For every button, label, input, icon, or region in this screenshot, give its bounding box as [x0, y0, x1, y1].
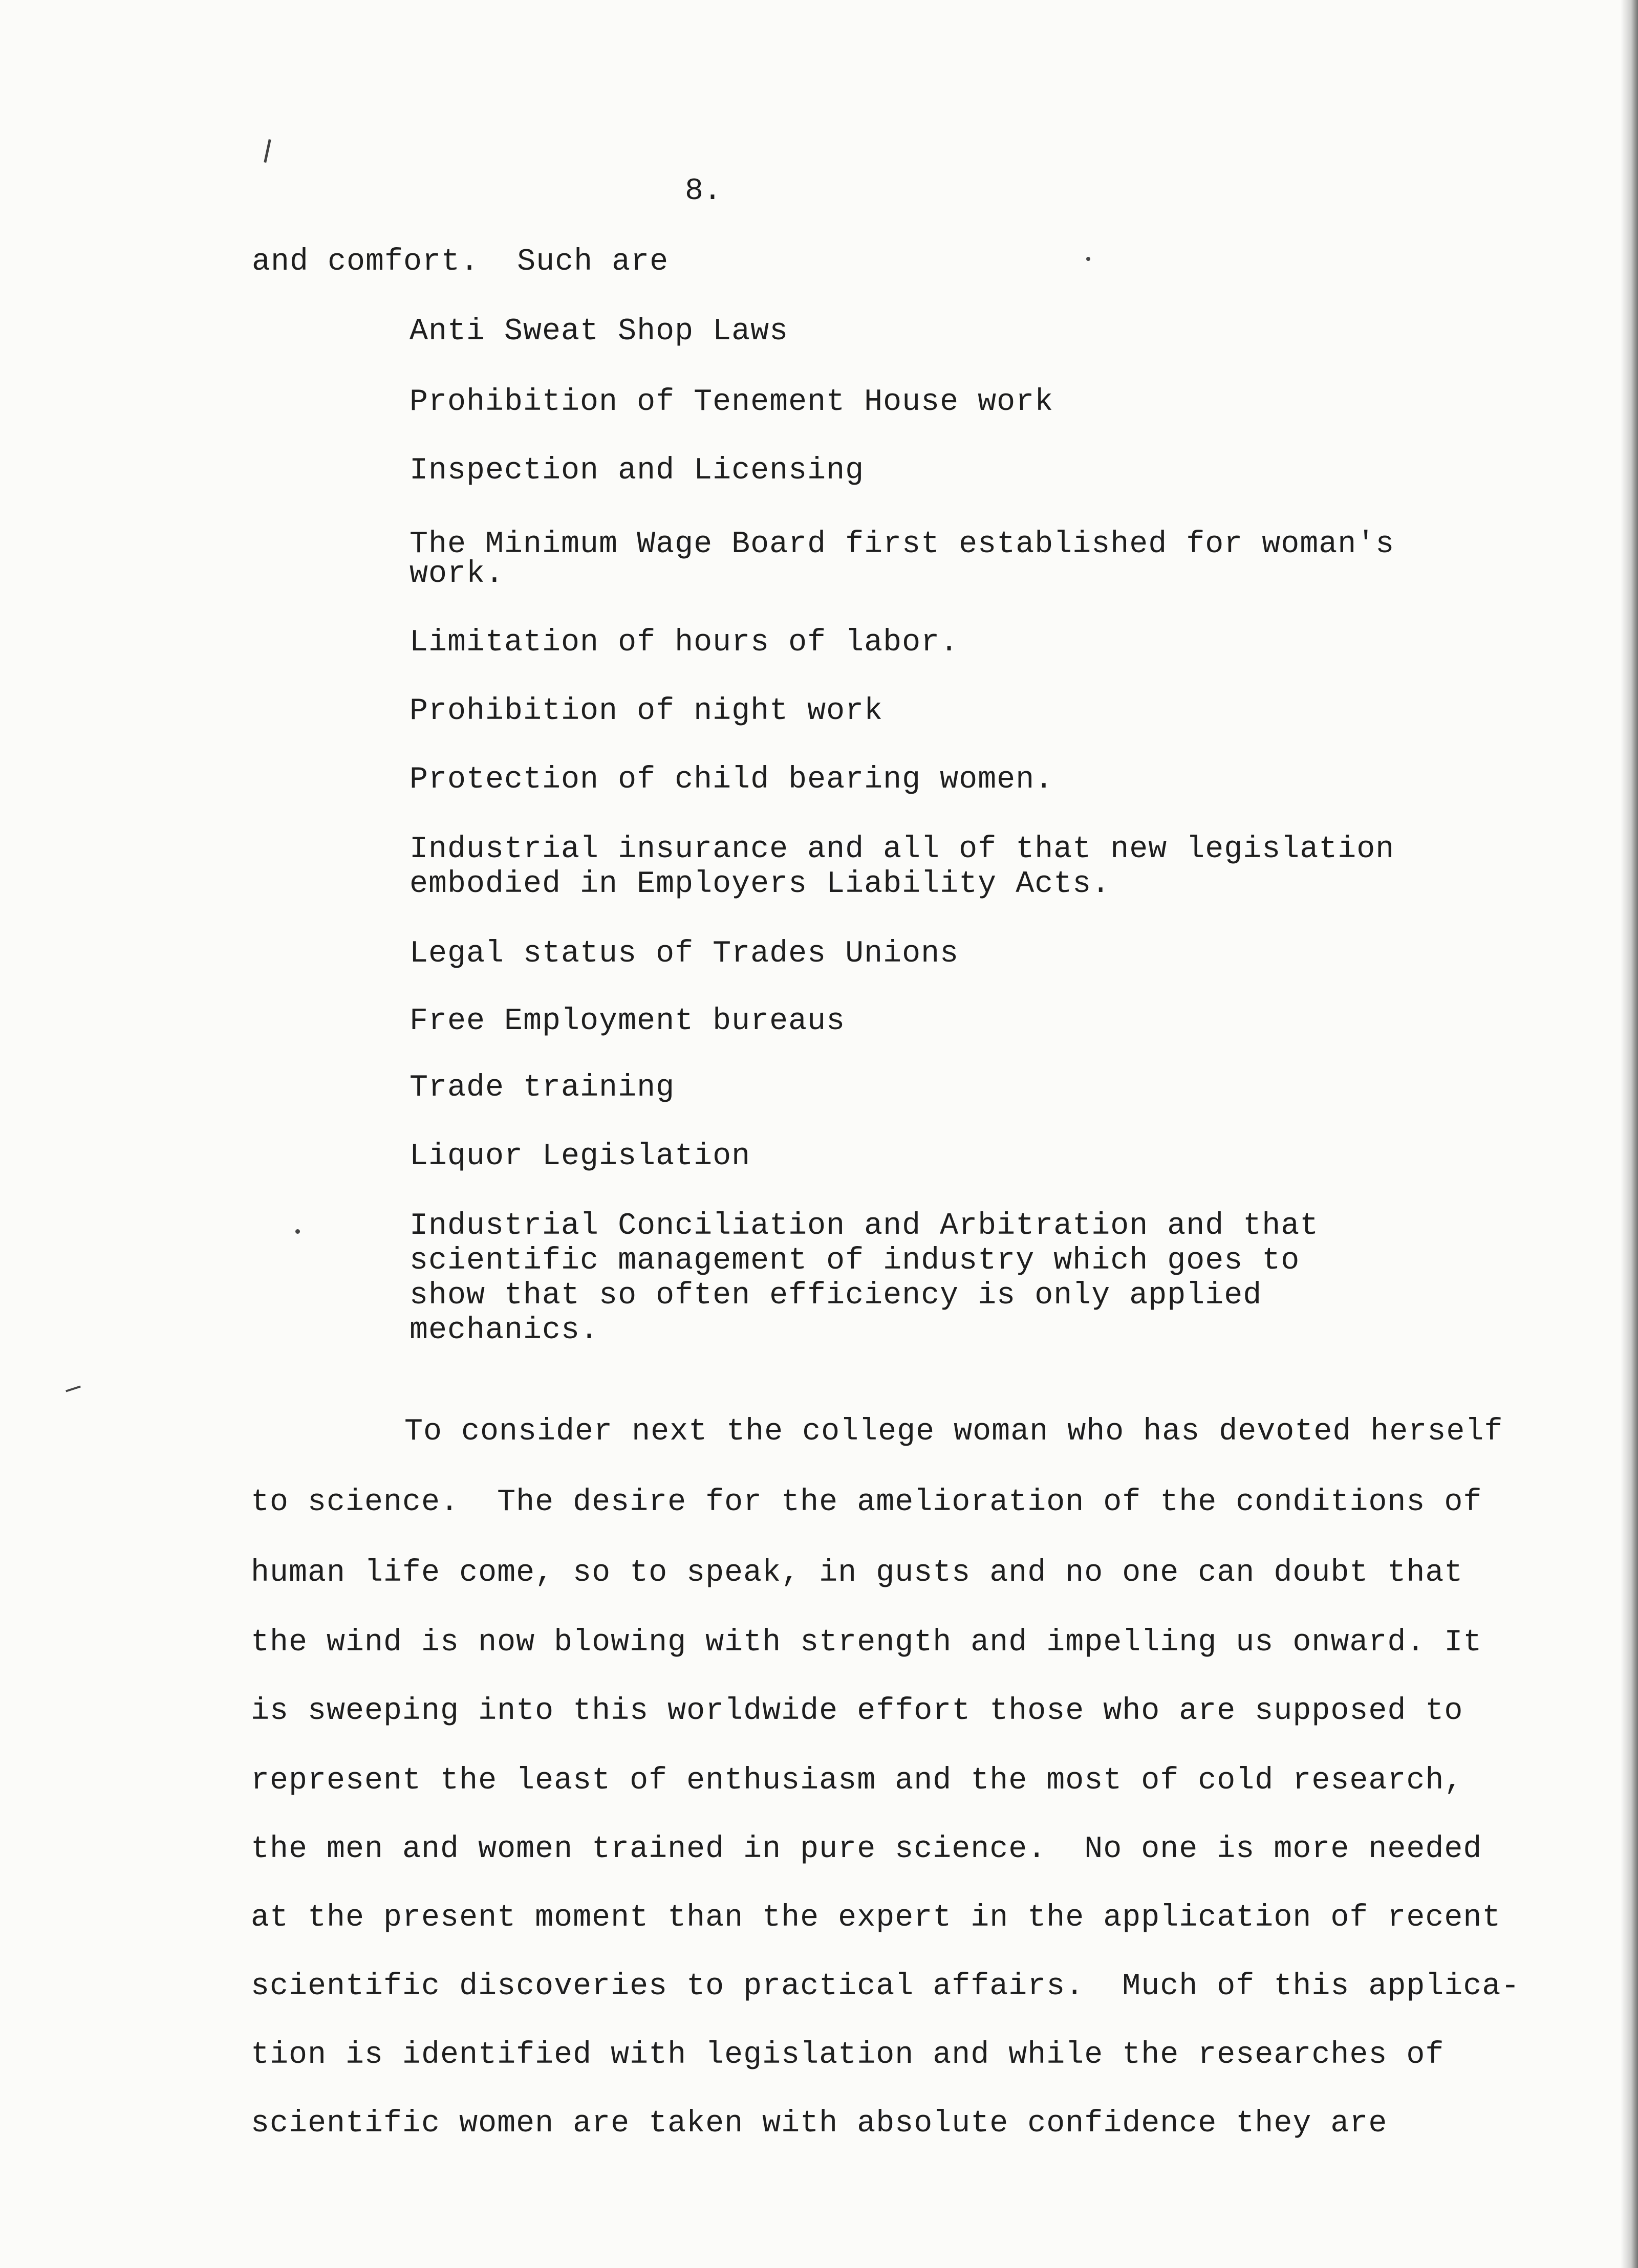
paragraph-line: human life come, so to speak, in gusts and no one can doubt that [251, 1556, 1463, 1590]
scan-mark [295, 1229, 300, 1234]
paragraph-line: To consider next the college woman who has devoted herself [404, 1414, 1503, 1449]
scan-mark [264, 139, 271, 163]
list-item-line: Prohibition of night work [410, 694, 883, 729]
list-item-line: embodied in Employers Liability Acts. [410, 867, 1111, 902]
page-number: 8. [685, 174, 722, 209]
paragraph-line: the men and women trained in pure science. No one is more needed [251, 1832, 1482, 1867]
paragraph-line: scientific women are taken with absolute confidence they are [251, 2106, 1388, 2141]
scan-mark [1086, 257, 1090, 261]
paragraph-line: scientific discoveries to practical affairs. Much of this applica- [251, 1969, 1520, 2004]
list-item-line: scientific management of industry which goes to [410, 1244, 1300, 1278]
paragraph-line: to science. The desire for the amelioration of the conditions of [251, 1485, 1482, 1520]
paragraph-line: the wind is now blowing with strength and impelling us onward. It [251, 1625, 1482, 1660]
list-item-line: Anti Sweat Shop Laws [410, 314, 789, 349]
list-item-line: The Minimum Wage Board first established for woman's [410, 527, 1395, 562]
scan-mark [66, 1385, 81, 1392]
list-item-line: show that so often efficiency is only applied [410, 1278, 1262, 1313]
list-item-line: Free Employment bureaus [410, 1004, 846, 1039]
list-item-line: Legal status of Trades Unions [410, 936, 959, 971]
list-item-line: mechanics. [410, 1313, 599, 1348]
paragraph-line: at the present moment than the expert in the application of recent [251, 1901, 1501, 1935]
intro-line: and comfort. Such are [252, 245, 669, 279]
list-item-line: Protection of child bearing women. [410, 762, 1054, 797]
paragraph-line: is sweeping into this worldwide effort those who are supposed to [251, 1694, 1463, 1729]
list-item-line: Liquor Legislation [410, 1139, 751, 1174]
list-item-line: work. [410, 557, 505, 592]
list-item-line: Prohibition of Tenement House work [410, 385, 1054, 420]
paragraph-line: represent the least of enthusiasm and the most of cold research, [251, 1763, 1463, 1798]
scan-edge-shadow [1621, 0, 1638, 2268]
list-item-line: Industrial insurance and all of that new legislation [410, 832, 1395, 867]
list-item-line: Inspection and Licensing [410, 453, 865, 488]
paragraph-line: tion is identified with legislation and while the researches of [251, 2038, 1445, 2073]
list-item-line: Trade training [410, 1071, 675, 1105]
list-item-line: Industrial Conciliation and Arbitration and that [410, 1209, 1319, 1244]
list-item-line: Limitation of hours of labor. [410, 625, 959, 660]
